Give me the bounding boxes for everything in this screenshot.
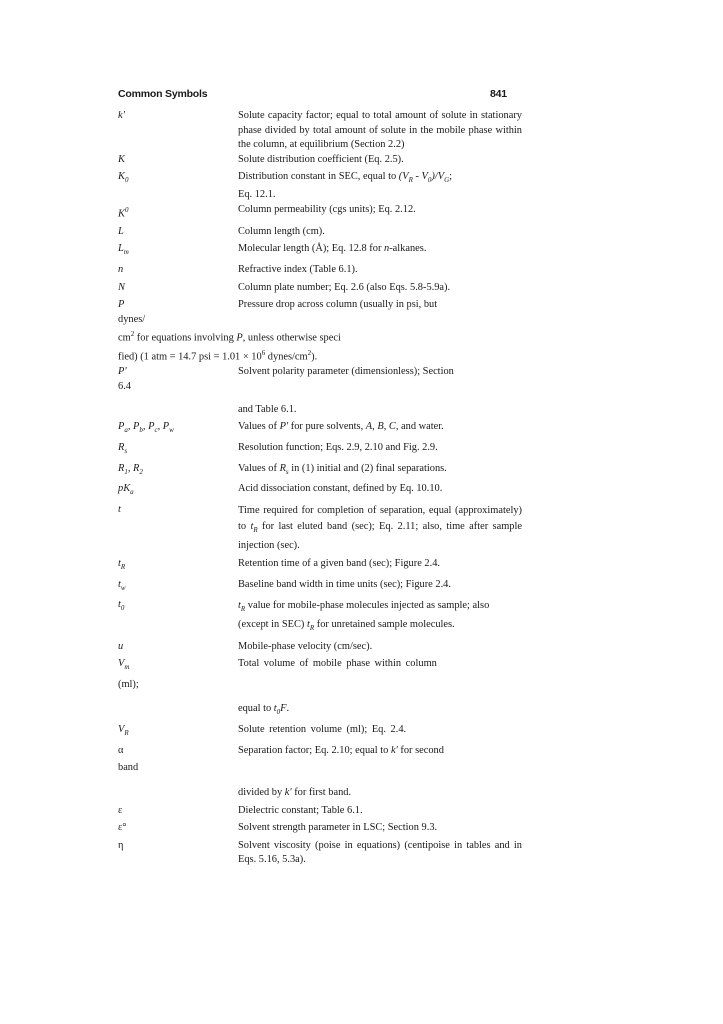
list-item (118, 298, 528, 313)
definition: Dielectric constant; Table 6.1. (238, 804, 363, 816)
definition: Column plate number; Eq. 2.6 (also Eqs. 5.8-5.9a). (238, 281, 451, 293)
symbol: η (118, 839, 124, 851)
definition-continuation: equal to $t_0F$. (238, 703, 290, 717)
symbol: $L_m$ (118, 243, 129, 257)
definition: Baseline band width in time units (sec); Figure 2.4. (238, 578, 451, 590)
symbol: L (118, 225, 124, 237)
symbol: k' (118, 110, 125, 121)
list-item (118, 365, 528, 380)
symbol: ε (118, 804, 123, 816)
symbol: $pK_a$ (118, 483, 134, 497)
definition-text: Eq. 12.1. (238, 189, 276, 201)
list-item (118, 109, 528, 153)
definition-continuation: 6.4 (118, 381, 131, 393)
symbol: N (118, 281, 125, 293)
symbol-list (118, 109, 528, 868)
definition-continuation: divided by k' for first band. (238, 786, 352, 798)
definition: Pressure drop across column (usually in psi, but (238, 299, 438, 311)
list-item (118, 420, 528, 438)
list-item (118, 203, 528, 222)
definition-continuation: fied) (1 atm = 14.7 psi = $1.01 \times 10^6$ dynes/$cm^2$). (118, 349, 318, 363)
symbol: n (118, 263, 124, 275)
definition: Molecular length (Å); Eq. 12.8 for n-alkanes. (238, 243, 427, 255)
definition-continuation: dynes/ (118, 313, 146, 325)
symbol: $t_w$ (118, 578, 126, 592)
definition: Values of P' for pure solvents, A, B, C, and water. (238, 421, 444, 433)
definition: Solute retention volume (ml); Eq. 2.4. (238, 724, 407, 736)
list-item (118, 578, 528, 596)
list-item (118, 723, 528, 741)
definition-continuation: $cm^2$ for equations involving P, unless otherwise speci (118, 330, 341, 344)
definition: Solute distribution coefficient (Eq. 2.5). (238, 153, 404, 165)
list-item (118, 821, 528, 836)
list-item (118, 744, 528, 759)
list-item (118, 242, 528, 260)
symbol: $t_R$ (118, 558, 126, 572)
definition: Column length (cm). (238, 225, 325, 237)
list-item (118, 557, 528, 575)
list-item (118, 225, 528, 240)
list-item (118, 482, 528, 500)
list-item (118, 281, 528, 296)
definition: Resolution function; Eqs. 2.9, 2.10 and Fig. 2.9. (238, 441, 438, 453)
definition (238, 170, 528, 202)
list-item (118, 170, 528, 202)
symbol: $t_0$ (118, 599, 125, 613)
symbol: α (118, 744, 124, 756)
definition: Solvent strength parameter in LSC; Section 9.3. (238, 822, 438, 834)
list-item (118, 839, 528, 868)
symbol: $R_s$ (118, 441, 128, 455)
symbol: P' (118, 366, 127, 378)
definition: Solute capacity factor; equal to total amount of solute in stationary phase divided by total amount of solute in the mobile phase within the column, at equilibrium (Section 2.2) (238, 110, 522, 151)
definition: Values of $R_s$ in (1) initial and (2) final separations. (238, 462, 447, 476)
definition-continuation: (ml); (118, 678, 139, 690)
list-item (118, 462, 528, 480)
list-item (118, 640, 528, 655)
symbol: $R_1$, $R_2$ (118, 462, 143, 476)
symbol: t (118, 503, 121, 515)
list-item (118, 503, 528, 554)
definition: Separation factor; Eq. 2.10; equal to k' for second (238, 744, 444, 756)
symbol: P (118, 299, 125, 311)
definition: Solvent polarity parameter (dimensionless); Section (238, 366, 454, 378)
definition: Refractive index (Table 6.1). (238, 263, 358, 275)
list-item (118, 598, 528, 636)
list-item (118, 263, 528, 278)
definition: Solvent viscosity (poise in equations) (centipoise in tables and in Eqs. 5.16, 5.3a). (238, 839, 522, 866)
list-item (118, 657, 528, 675)
definition: Mobile-phase velocity (cm/sec). (238, 640, 373, 652)
symbol: ε° (118, 822, 127, 834)
symbol: $V_m$ (118, 658, 130, 672)
page-number: 841 (490, 88, 507, 100)
definition-text: Distribution constant in SEC, equal to $(V_R - V_0)/V_G$; (238, 171, 453, 185)
running-header-title: Common Symbols (118, 88, 208, 100)
symbol: $V_R$ (118, 724, 129, 738)
definition: Retention time of a given band (sec); Figure 2.4. (238, 558, 440, 570)
definition: Total volume of mobile phase within column (238, 658, 437, 670)
definition: $t_R$ value for mobile-phase molecules injected as sample; also (except in SEC) $t_R$ for unretained sample molecules. (238, 600, 490, 633)
list-item (118, 804, 528, 819)
symbol: $K^0$ (118, 205, 129, 220)
definition-continuation: band (118, 762, 139, 774)
symbol: $K_0$ (118, 171, 129, 185)
definition: Acid dissociation constant, defined by Eq. 10.10. (238, 483, 443, 495)
symbol: $P_a$, $P_b$, $P_c$, $P_w$ (118, 421, 174, 435)
list-item (118, 153, 528, 168)
symbol: u (118, 640, 124, 652)
list-item (118, 441, 528, 459)
definition: Column permeability (cgs units); Eq. 2.12. (238, 203, 416, 215)
definition-continuation: and Table 6.1. (238, 403, 297, 415)
symbol: K (118, 153, 125, 165)
definition: Time required for completion of separation, equal (approximately) to $t_R$ for last eluted band (sec); Eq. 2.11; also, time after sample injection (sec). (238, 504, 522, 552)
